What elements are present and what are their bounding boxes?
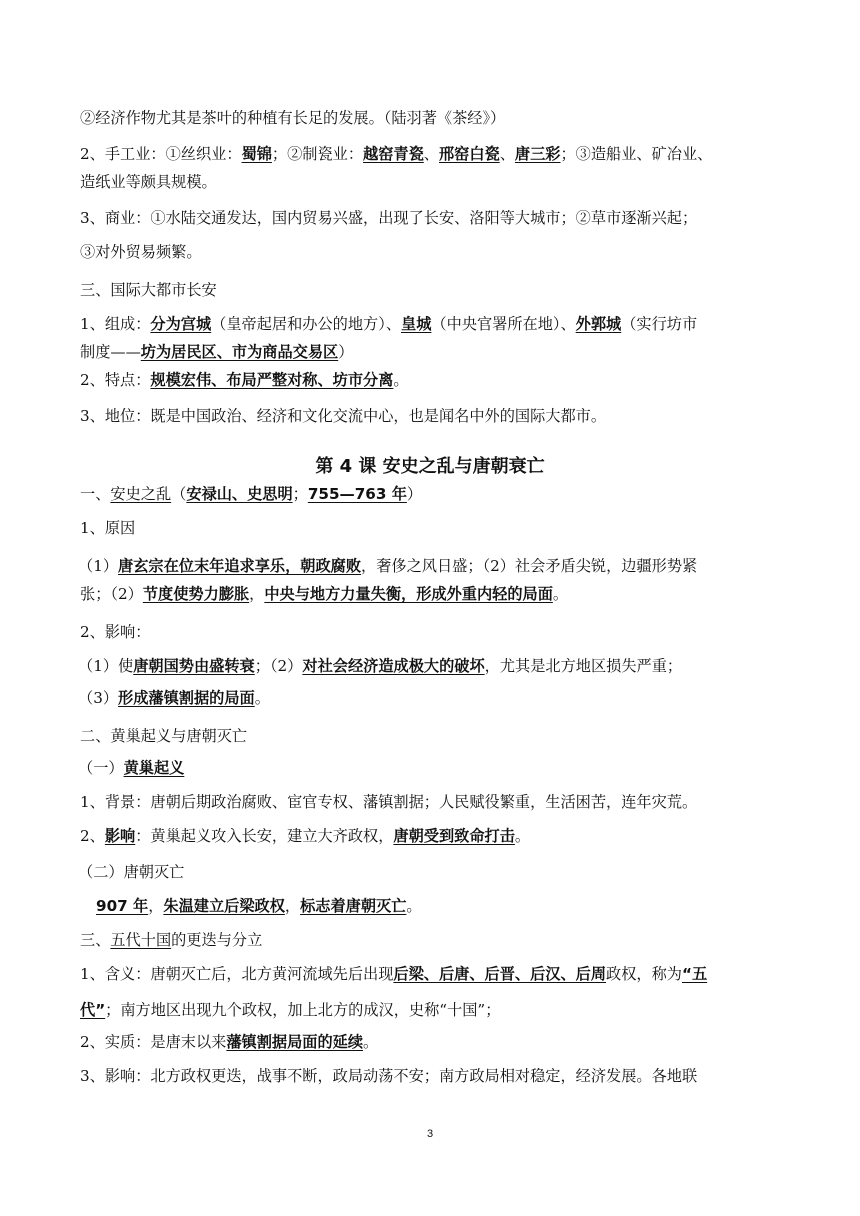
text-span: 造纸业等颇具规模。 [80, 173, 217, 191]
page-number: 3 [426, 1128, 434, 1140]
text-line [80, 280, 785, 300]
emphasized-text: 形成藩镇割据的局面 [118, 689, 255, 707]
text-line [80, 930, 785, 950]
text-span: ：黄巢起义攻入长安，建立大齐政权， [135, 827, 394, 845]
text-span: ，尤其是北方地区损失严重； [484, 657, 683, 675]
text-span: ；南方地区出现九个政权，加上北方的成汉，史称“十国”； [105, 1001, 501, 1019]
text-line [80, 1000, 785, 1020]
emphasized-text: 755—763 年 [307, 485, 407, 503]
text-span: （中央官署所在地）、 [431, 315, 576, 333]
text-line [80, 144, 785, 164]
text-span: ， [148, 897, 164, 915]
emphasized-text: 越窑青瓷 [363, 145, 424, 163]
text-span: （1）使 [78, 657, 134, 675]
text-line [80, 964, 785, 984]
text-span: 1、背景：唐朝后期政治腐败、宦官专权、藩镇割据；人民赋役繁重，生活困苦，连年灾荒。 [80, 793, 698, 811]
text-span: 2、手工业：①丝织业： [80, 145, 242, 163]
text-line [80, 1066, 785, 1086]
text-span: 、 [499, 145, 515, 163]
text-span: 1、组成： [80, 315, 151, 333]
emphasized-text: 坊为居民区、市为商品交易区 [140, 343, 339, 361]
text-span: （二）唐朝灭亡 [78, 863, 185, 881]
text-line [78, 862, 783, 882]
text-line [80, 172, 785, 192]
text-span: 制度—— [80, 343, 141, 361]
text-span: （3） [78, 689, 119, 707]
text-line [78, 758, 783, 778]
text-span: 政权，称为 [606, 965, 682, 983]
text-line [78, 656, 783, 676]
text-line [78, 688, 783, 708]
text-span: ） [406, 485, 423, 503]
text-line [80, 342, 785, 362]
text-line [78, 556, 783, 576]
text-span: ， [249, 585, 265, 603]
text-line [80, 792, 785, 812]
text-span: 3、影响：北方政权更迭，战事不断，政局动荡不安；南方政局相对稳定，经济发展。各地联 [80, 1067, 698, 1085]
text-line [80, 406, 785, 426]
text-span: 。 [254, 689, 270, 707]
text-line [96, 896, 801, 916]
text-span: （一） [78, 759, 124, 777]
text-span: 1、原因 [80, 519, 136, 537]
emphasized-text: “五 [681, 965, 708, 983]
text-span: （ [171, 485, 187, 503]
text-span: 一、 [80, 485, 111, 503]
emphasized-text: 安禄山、史思明 [186, 485, 293, 503]
text-span: （1） [78, 557, 119, 575]
text-span: 三、 [80, 931, 111, 949]
text-span: 的更迭与分立 [171, 931, 263, 949]
text-line [80, 726, 785, 746]
text-span: （实行坊市 [621, 315, 698, 333]
text-line [80, 622, 785, 642]
text-span: ；（2） [254, 657, 303, 675]
text-line [80, 242, 785, 262]
text-span: 2、特点： [80, 371, 151, 389]
emphasized-text: 安史之乱 [110, 485, 172, 503]
emphasized-text: 邢窑白瓷 [438, 145, 500, 163]
emphasized-text: 标志着唐朝灭亡 [300, 897, 407, 915]
text-line [80, 484, 785, 504]
text-line [80, 518, 785, 538]
text-span: ； [292, 485, 308, 503]
emphasized-text: 五代十国 [110, 931, 172, 949]
text-line [80, 584, 785, 604]
text-span: 。 [393, 371, 409, 389]
text-line [80, 208, 785, 228]
emphasized-text: 蜀锦 [241, 145, 272, 163]
emphasized-text: 唐朝受到致命打击 [393, 827, 515, 845]
text-line [80, 314, 785, 334]
lesson-title: 第 4 课 安史之乱与唐朝衰亡 [315, 456, 545, 477]
text-span: 2、实质：是唐末以来 [80, 1033, 227, 1051]
text-line [80, 1032, 785, 1052]
text-line [80, 826, 785, 846]
emphasized-text: 朱温建立后梁政权 [163, 897, 285, 915]
emphasized-text: 皇城 [401, 315, 432, 333]
emphasized-text: 藩镇割据局面的延续 [226, 1033, 364, 1051]
emphasized-text: 影响 [104, 827, 136, 845]
text-line [80, 370, 785, 390]
emphasized-text: 对社会经济造成极大的破坏 [302, 657, 485, 675]
text-span: 2、 [80, 827, 105, 845]
text-span: 2、影响： [80, 623, 151, 641]
text-span: ， [284, 897, 301, 915]
emphasized-text: 规模宏伟、布局严整对称、坊市分离 [150, 371, 394, 389]
text-span: 1、含义：唐朝灭亡后，北方黄河流域先后出现 [80, 965, 394, 983]
text-span: 。 [552, 585, 569, 603]
emphasized-text: 唐三彩 [514, 145, 561, 163]
emphasized-text: 分为宫城 [150, 315, 212, 333]
text-span: ，奢侈之风日盛；（2）社会矛盾尖锐，边疆形势紧 [361, 557, 698, 575]
text-line [80, 108, 785, 128]
emphasized-text: 907 年 [96, 897, 149, 915]
text-span: 三、国际大都市长安 [80, 281, 217, 299]
emphasized-text: 外郭城 [575, 315, 622, 333]
text-span: 。 [363, 1033, 379, 1051]
text-span: ） [338, 343, 354, 361]
text-span: 张；（2） [80, 585, 143, 603]
text-span: ；②制瓷业： [271, 145, 364, 163]
text-span: ③对外贸易频繁。 [80, 243, 202, 261]
text-span: 。 [406, 897, 422, 915]
emphasized-text: 黄巢起义 [123, 759, 185, 777]
emphasized-text: 代” [80, 1001, 106, 1019]
text-span: ②经济作物尤其是茶叶的种植有长足的发展。（陆羽著《茶经》） [80, 109, 506, 127]
emphasized-text: 中央与地方力量失衡，形成外重内轻的局面 [264, 585, 553, 603]
emphasized-text: 唐朝国势由盛转衰 [133, 657, 255, 675]
emphasized-text: 后梁、后唐、后晋、后汉、后周 [393, 965, 607, 983]
text-span: 3、商业：①水陆交通发达，国内贸易兴盛，出现了长安、洛阳等大城市；②草市逐渐兴起； [80, 209, 698, 227]
emphasized-text: 节度使势力膨胀 [142, 585, 250, 603]
text-span: 、 [423, 145, 439, 163]
text-span: 。 [514, 827, 531, 845]
emphasized-text: 唐玄宗在位末年追求享乐，朝政腐败 [118, 557, 362, 575]
text-span: ；③造船业、矿冶业、 [560, 145, 713, 163]
text-span: （皇帝起居和办公的地方）、 [211, 315, 402, 333]
text-span: 二、黄巢起义与唐朝灭亡 [80, 727, 248, 745]
text-span: 3、地位：既是中国政治、经济和文化交流中心，也是闻名中外的国际大都市。 [80, 407, 607, 425]
